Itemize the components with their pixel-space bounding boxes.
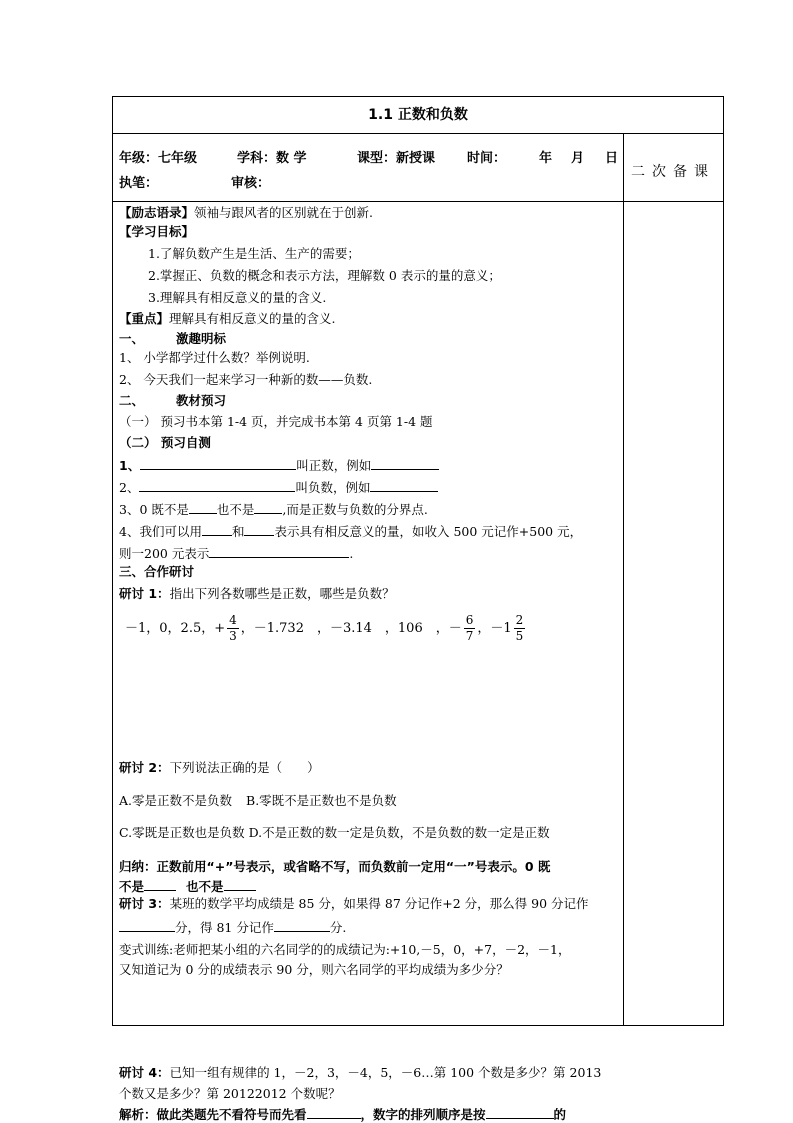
variant-exercise: 变式训练:老师把某小组的六名同学的的成绩记为:+10,－5，0，+7，－2，－1， [119, 942, 571, 957]
column-divider [623, 133, 624, 1025]
motto-line: 【励志语录】领袖与跟风者的区别就在于创新. [119, 205, 373, 220]
discussion-2-options-ab: A.零是正数不是负数 B.零既不是正数也不是负数 [119, 793, 397, 808]
summary-line: 归纳：正数前用“+”号表示，或省略不写，而负数前一定用“一”号表示。0 既 [119, 859, 551, 874]
time-field: 时间： [467, 151, 507, 166]
fraction: $\frac{6}{7}$ [465, 613, 474, 643]
number-list-expression: －1，0，2.5，+ $\frac{4}{3}$ ，－1.732 ，－3.14 ，106 ，－ $\frac{6}{7}$ ，－1 $\frac{2}{5}$ [125, 613, 524, 643]
row-divider [113, 201, 723, 202]
discussion-1: 研讨 1：指出下列各数哪些是正数，哪些是负数？ [119, 586, 395, 601]
discussion-3: 研讨 3：某班的数学平均成绩是 85 分，如果得 87 分记作+2 分，那么得 90 分记作 [119, 896, 589, 911]
variant-exercise-cont: 又知道记为 0 分的成绩表示 90 分，则六名同学的平均成绩为多少分？ [119, 962, 509, 977]
fraction: $\frac{4}{3}$ [229, 613, 237, 643]
section1-item: 1、 小学都学过什么数？举例说明. [119, 350, 310, 365]
discussion-2: 研讨 2：下列说法正确的是（ ） [119, 760, 320, 775]
goal-item: 1.了解负数产生是生活、生产的需要； [148, 246, 360, 261]
section3-heading: 三、合作研讨 [119, 564, 195, 579]
discussion-2-options-cd: C.零既是正数也是负数 D.不是正数的数一定是负数，不是负数的数一定是正数 [119, 825, 550, 840]
day-label: 日 [605, 151, 619, 166]
self-test-q4-cont: 则一200 元表示 . [119, 546, 354, 561]
month-label: 月 [571, 151, 585, 166]
section1-heading: 一、 激趣明标 [119, 331, 227, 346]
fraction: $\frac{2}{5}$ [515, 613, 524, 643]
page-title: 1.1 正数和负数 [113, 97, 723, 134]
analysis-line: 解析：做此类题先不看符号而先看 ，数字的排列顺序是按 的 [119, 1107, 567, 1122]
goal-item: 3.理解具有相反意义的量的含义. [148, 290, 327, 305]
discussion-4-cont: 个数又是多少？第 20122012 个数呢？ [119, 1086, 341, 1101]
grade-field: 年级：七年级 [119, 151, 198, 166]
preview-task: （一） 预习书本第 1-4 页，并完成书本第 4 页第 1-4 题 [119, 414, 433, 429]
subject-field: 学科：数 学 [237, 151, 307, 166]
self-test-q3: 3、0 既不是 也不是 ,而是正数与负数的分界点. [119, 502, 428, 517]
discussion-3-cont: 分，得 81 分记作 分. [119, 919, 346, 936]
self-test-q2: 2、 叫负数，例如 [119, 479, 438, 496]
key-point-line: 【重点】理解具有相反意义的量的含义. [119, 311, 336, 326]
year-label: 年 [539, 151, 553, 166]
section2-heading: 二、 教材预习 [119, 393, 227, 408]
self-test-heading: （二） 预习自测 [119, 435, 211, 450]
self-test-q4: 4、我们可以用 和 表示具有相反意义的量，如收入 500 元记作+500 元， [119, 524, 583, 539]
side-column-title: 二次备课 [631, 164, 715, 180]
reviewer-field: 审核： [231, 176, 271, 191]
goals-heading: 【学习目标】 [119, 224, 195, 239]
lesson-type-field: 课型：新授课 [357, 151, 436, 166]
self-test-q1: 1、 叫正数，例如 [119, 457, 439, 474]
section1-item: 2、 今天我们一起来学习一种新的数——负数. [119, 372, 373, 387]
discussion-4: 研讨 4：已知一组有规律的 1，－2，3，－4，5，－6…第 100 个数是多少？第 2013 [119, 1065, 602, 1080]
goal-item: 2.掌握正、负数的概念和表示方法，理解数 0 表示的量的意义； [148, 268, 501, 283]
writer-field: 执笔： [119, 176, 159, 191]
lesson-plan-table [112, 96, 724, 1122]
summary-line-cont: 不是 也不是 [119, 878, 256, 895]
